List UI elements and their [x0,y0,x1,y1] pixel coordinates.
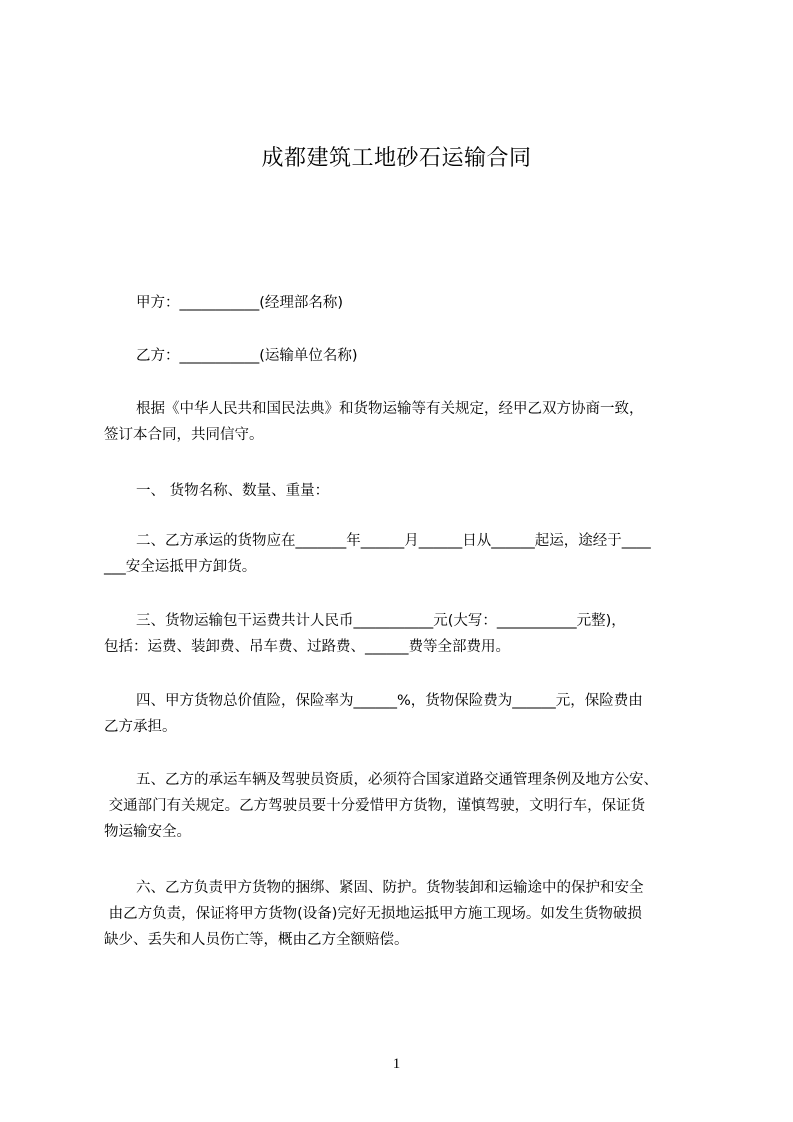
clause-5-line-3: 物运输安全。 [104,824,191,840]
clause-2-line-2: ___安全运抵甲方卸货。 [104,559,257,575]
party-b-line: 乙方：___________(运输单位名称) [136,348,358,364]
clause-1: 一、 货物名称、数量、重量： [136,483,330,499]
clause-3-line-1: 三、货物运输包干运费共计人民币___________元(大写：___________元整)， [136,613,626,629]
party-a-line: 甲方：___________(经理部名称) [136,295,344,311]
clause-6-line-2: 由乙方负责，保证将甲方货物(设备)完好无损地运抵甲方施工现场。如发生货物破损 [104,906,642,922]
clause-2-line-1: 二、乙方承运的货物应在_______年______月______日从______起运，途经于____ [136,533,651,549]
clause-5-line-2: 交通部门有关规定。乙方驾驶员要十分爱惜甲方货物，谨慎驾驶，文明行车，保证货 [104,798,646,814]
clause-5-paragraph [104,767,704,845]
clause-4-paragraph [104,688,704,740]
clause-6-paragraph [104,875,704,953]
preamble-line-1: 根据《中华人民共和国民法典》和货物运输等有关规定，经甲乙双方协商一致， [136,401,644,417]
preamble-line-2: 签订本合同，共同信守。 [104,427,264,443]
document-title: 成都建筑工地砂石运输合同 [261,146,532,171]
clause-3-line-2: 包括：运费、装卸费、吊车费、过路费、______费等全部费用。 [104,639,510,655]
clause-4-line-1: 四、甲方货物总价值险，保险率为______%，货物保险费为______元，保险费由 [136,693,643,709]
clause-2-paragraph [104,528,704,580]
preamble-paragraph [104,396,704,448]
clause-5-line-1: 五、乙方的承运车辆及驾驶员资质，必须符合国家道路交通管理条例及地方公安、 [136,772,658,788]
clause-6-line-1: 六、乙方负责甲方货物的捆绑、紧固、防护。货物装卸和运输途中的保护和安全 [136,880,644,896]
page-number: 1 [392,1056,401,1072]
clause-6-line-3: 缺少、丢失和人员伤亡等，概由乙方全额赔偿。 [104,932,409,948]
clause-4-line-2: 乙方承担。 [104,719,177,735]
clause-3-paragraph [104,608,704,660]
